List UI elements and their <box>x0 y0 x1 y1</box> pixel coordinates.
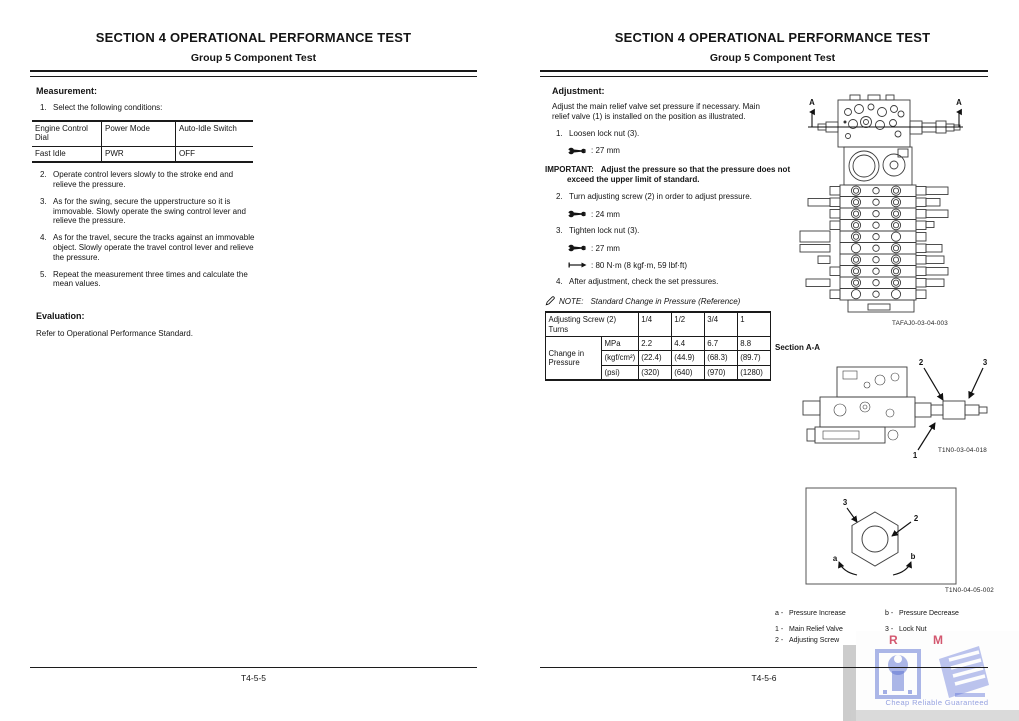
table-cell: (44.9) <box>671 351 704 365</box>
adjustment-heading: Adjustment: <box>552 86 605 96</box>
step-text: Loosen lock nut (3). <box>569 128 640 138</box>
conditions-table <box>32 120 253 164</box>
step-text: Operate control levers slowly to the stroke end and relieve the pressure. <box>53 170 234 190</box>
adjusting-nut-diagram <box>805 487 957 585</box>
step-number: 2. <box>40 170 47 180</box>
table-cell: 2.2 <box>638 336 671 350</box>
step-number: 1. <box>40 103 47 112</box>
figure-label: T1N0-03-04-018 <box>938 447 988 454</box>
watermark-caption: Cheap Reliable Guaranteed <box>885 698 989 707</box>
table-cell: MPa <box>602 336 639 350</box>
legend-label: Pressure Increase <box>789 610 846 617</box>
table-cell: Fast Idle <box>35 148 66 158</box>
legend-label: Main Relief Valve <box>789 626 843 633</box>
section-aa-diagram <box>785 355 1005 460</box>
pencil-icon <box>545 296 555 306</box>
important-label: IMPORTANT: <box>545 165 594 175</box>
spec-text: : 27 mm <box>591 243 620 253</box>
section-mark-a-right: A <box>956 98 962 107</box>
step-number: 2. <box>556 191 563 201</box>
important-text: Adjust the pressure so that the pressure does not exceed the upper limit of standard. <box>567 165 791 185</box>
torque-wrench-icon <box>568 262 587 268</box>
table-corner-cell: Adjusting Screw (2) Turns <box>546 312 639 336</box>
wrench-icon <box>568 147 587 155</box>
left-page <box>30 30 477 690</box>
table-cell: 8.8 <box>737 336 770 350</box>
legend-key: 3 - <box>885 626 894 633</box>
important-note <box>545 165 792 185</box>
table-header-cell: 1/4 <box>638 312 671 336</box>
evaluation-text: Refer to Operational Performance Standard. <box>36 329 193 339</box>
legend-item <box>775 637 839 644</box>
right-page <box>540 30 1005 690</box>
table-row <box>546 312 771 336</box>
hex-callout-2: 2 <box>913 514 919 523</box>
callout-1: 1 <box>912 451 918 460</box>
table-cell: (kgf/cm²) <box>602 351 639 365</box>
callout-2: 2 <box>918 358 924 367</box>
list-item <box>40 270 477 290</box>
legend-item <box>885 626 927 633</box>
spec-text: : 24 mm <box>591 209 620 219</box>
list-item <box>40 103 477 113</box>
table-header-cell: Auto-Idle Switch <box>176 121 254 147</box>
table-cell: 4.4 <box>671 336 704 350</box>
wrench-icon <box>568 244 587 252</box>
legend-key: 1 - <box>775 626 784 633</box>
step-text: Turn adjusting screw (2) in order to adjust pressure. <box>569 191 752 201</box>
table-cell: (970) <box>704 365 737 380</box>
header-rule <box>30 70 477 77</box>
spec-text: : 80 N·m (8 kgf·m, 59 lbf·ft) <box>591 260 688 270</box>
step-number: 5. <box>40 269 47 279</box>
step-text: As for the travel, secure the tracks against an immovable object. Slowly operate the travel control lever and relieve the pressure. <box>53 233 255 262</box>
control-valve-top-view-diagram <box>798 92 973 322</box>
step-text: Repeat the measurement three times and calculate the mean values. <box>53 269 248 289</box>
wrench-icon <box>568 210 587 218</box>
legend-item <box>885 610 959 617</box>
legend-key: a - <box>775 610 784 617</box>
page-number: T4-5-6 <box>751 673 777 683</box>
adjustment-intro: Adjust the main relief valve set pressure if necessary. Main relief valve (1) is installed on the position as illustrated. <box>552 102 760 121</box>
note-text: Standard Change in Pressure (Reference) <box>590 296 741 306</box>
evaluation-heading: Evaluation: <box>36 311 85 322</box>
table-cell: 6.7 <box>704 336 737 350</box>
table-group-cell: Change in Pressure <box>546 336 602 379</box>
section-aa-label: Section A-A <box>775 343 821 352</box>
page-number: T4-5-5 <box>240 673 267 683</box>
figure-label: TAFAJ0-03-04-003 <box>892 320 948 327</box>
legend-label: Adjusting Screw <box>789 637 840 644</box>
table-cell: (320) <box>638 365 671 380</box>
list-item <box>40 233 477 262</box>
legend-item <box>775 610 846 617</box>
step-number: 3. <box>40 196 47 206</box>
note-label: NOTE: <box>559 296 584 306</box>
figure-label: T1N0-04-05-002 <box>945 587 995 594</box>
callout-3: 3 <box>982 358 988 367</box>
step-text: After adjustment, check the set pressures. <box>569 276 719 286</box>
hex-direction-a: a <box>832 554 838 563</box>
list-item <box>40 170 477 190</box>
spec-text: : 27 mm <box>591 146 620 156</box>
page-title: SECTION 4 OPERATIONAL PERFORMANCE TEST <box>614 30 931 45</box>
footer-rule <box>30 667 477 668</box>
table-row <box>32 146 253 162</box>
table-cell: OFF <box>176 146 254 162</box>
step-text: Tighten lock nut (3). <box>569 225 640 235</box>
legend-key: b - <box>885 610 894 617</box>
table-header-cell: 3/4 <box>704 312 737 336</box>
table-row <box>546 336 771 350</box>
table-cell: PWR <box>102 146 176 162</box>
table-cell: (22.4) <box>638 351 671 365</box>
page-subtitle: Group 5 Component Test <box>709 52 836 64</box>
legend-item <box>775 626 843 633</box>
step-text: As for the swing, secure the upperstructure so it is immovable. Slowly operate the swing control lever and relieve the pressure. <box>53 196 246 226</box>
page-title: SECTION 4 OPERATIONAL PERFORMANCE TEST <box>95 30 412 45</box>
list-item <box>40 197 477 226</box>
header-rule <box>540 70 988 77</box>
legend-label: Lock Nut <box>899 626 927 633</box>
table-cell: (1280) <box>737 365 770 380</box>
table-cell: (89.7) <box>737 351 770 365</box>
table-header-cell: 1/2 <box>671 312 704 336</box>
footer-rule <box>540 667 988 668</box>
watermark-initials: R M <box>889 633 959 647</box>
step-number: 4. <box>556 276 563 286</box>
measurement-heading: Measurement: <box>36 86 98 96</box>
table-header-cell: Engine Control Dial <box>32 121 102 147</box>
step-number: 4. <box>40 233 47 243</box>
step-text: Select the following conditions: <box>53 103 163 112</box>
table-header-cell: 1 <box>737 312 770 336</box>
hex-direction-b: b <box>910 552 916 561</box>
page-subtitle: Group 5 Component Test <box>190 52 317 64</box>
pressure-change-table <box>545 311 771 380</box>
watermark-shadow <box>851 710 1019 721</box>
table-row <box>32 121 253 147</box>
table-header-cell: Power Mode <box>102 121 176 147</box>
hex-callout-3: 3 <box>842 498 848 507</box>
table-cell: (psi) <box>602 365 639 380</box>
section-mark-a-left: A <box>809 98 815 107</box>
step-number: 3. <box>556 225 563 235</box>
table-cell: (68.3) <box>704 351 737 365</box>
legend-label: Pressure Decrease <box>899 610 959 617</box>
legend-key: 2 - <box>775 637 784 644</box>
table-cell: (640) <box>671 365 704 380</box>
step-number: 1. <box>556 128 563 138</box>
